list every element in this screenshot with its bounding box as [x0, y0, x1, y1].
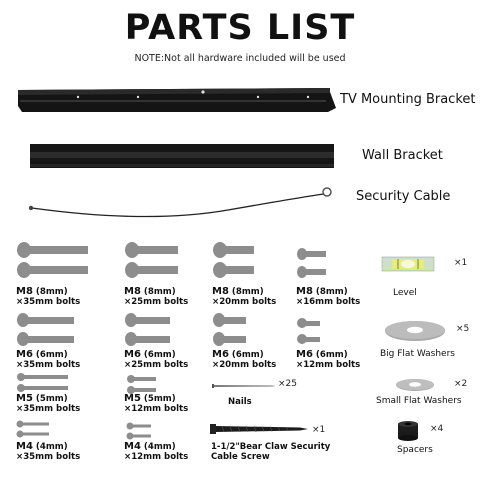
bolt-label: M6 (6mm) ×35mm bolts	[16, 349, 81, 370]
bolt-label: M6 (6mm) ×25mm bolts	[124, 349, 189, 370]
bolt-label: M8 (8mm) ×20mm bolts	[212, 286, 277, 307]
level-qty: ×1	[454, 258, 468, 268]
spacer-qty: ×4	[430, 424, 444, 434]
bolt-label: M8 (8mm) ×25mm bolts	[124, 286, 189, 307]
small-washer-qty: ×2	[454, 379, 468, 389]
nails-qty: ×25	[278, 379, 297, 389]
nails-label: Nails	[228, 397, 252, 407]
page-title: PARTS LIST	[124, 8, 356, 48]
big-washer-qty: ×5	[456, 324, 470, 334]
bolt-image	[16, 372, 76, 394]
bolt-label: M6 (6mm) ×12mm bolts	[296, 349, 361, 370]
spacer-image	[396, 418, 422, 442]
small-washer-image	[395, 378, 437, 392]
level-image	[382, 255, 436, 275]
bolt-label: M5 (5mm) ×35mm bolts	[16, 393, 81, 414]
security-cable-label: Security Cable	[356, 189, 451, 204]
bolt-image	[126, 422, 166, 442]
bolt-image	[296, 318, 336, 348]
nail-image	[212, 382, 276, 390]
bolt-image	[212, 312, 262, 348]
bolt-image	[124, 240, 184, 280]
bolt-label: M8 (8mm) ×16mm bolts	[296, 286, 361, 307]
tv-mounting-bracket-label: TV Mounting Bracket	[340, 92, 476, 107]
bolt-label: M5 (5mm) ×12mm bolts	[124, 393, 189, 414]
big-washer-image	[384, 320, 448, 342]
level-label: Level	[393, 288, 417, 298]
screw-image	[210, 422, 310, 436]
bolt-image	[212, 240, 262, 280]
small-washer-label: Small Flat Washers	[376, 396, 462, 406]
bolt-image	[296, 248, 336, 282]
big-washer-label: Big Flat Washers	[380, 349, 455, 359]
bolt-label: M8 (8mm) ×35mm bolts	[16, 286, 81, 307]
screw-label: 1-1/2"Bear Claw Security Cable Screw	[211, 442, 331, 462]
spacer-label: Spacers	[397, 445, 433, 455]
bolt-image	[124, 312, 184, 348]
hardware-note: NOTE:Not all hardware included will be used	[134, 53, 346, 64]
bolt-label: M6 (6mm) ×20mm bolts	[212, 349, 277, 370]
bolt-label: M4 (4mm) ×12mm bolts	[124, 441, 189, 462]
bolt-label: M4 (4mm) ×35mm bolts	[16, 441, 81, 462]
wall-bracket-label: Wall Bracket	[362, 148, 443, 163]
screw-qty: ×1	[312, 425, 326, 435]
bolt-image	[16, 420, 56, 440]
bolt-image	[16, 312, 86, 348]
bolt-image	[16, 240, 96, 280]
